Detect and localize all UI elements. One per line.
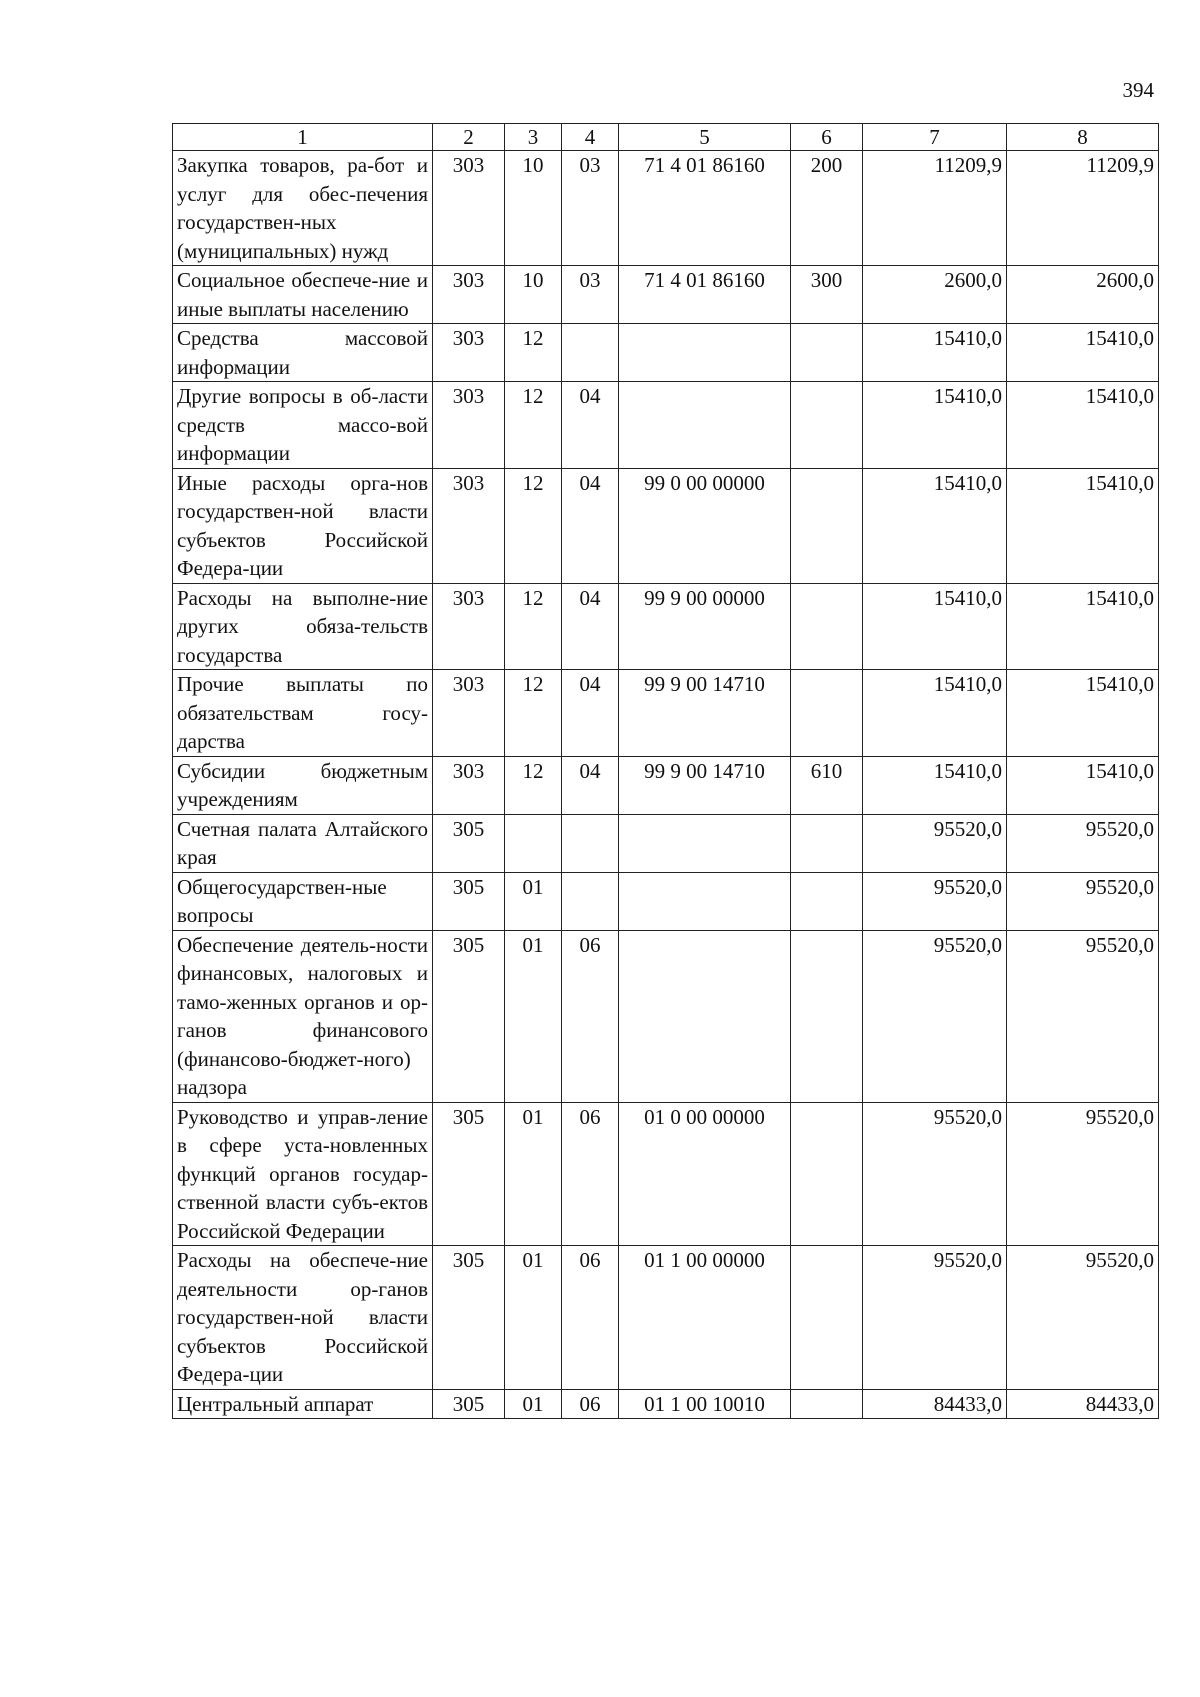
amount-cell: 84433,0 bbox=[1007, 1389, 1159, 1419]
expense-type-cell bbox=[791, 1389, 863, 1419]
section-cell: 12 bbox=[505, 756, 562, 814]
target-article-cell bbox=[619, 382, 791, 469]
code-ministry-cell: 305 bbox=[433, 814, 505, 872]
expense-type-cell bbox=[791, 670, 863, 757]
amount-cell: 15410,0 bbox=[863, 382, 1007, 469]
subsection-cell: 06 bbox=[562, 1102, 619, 1246]
amount-cell: 2600,0 bbox=[1007, 266, 1159, 324]
code-ministry-cell: 303 bbox=[433, 468, 505, 583]
expense-type-cell: 610 bbox=[791, 756, 863, 814]
table-row bbox=[173, 266, 1159, 324]
code-ministry-cell: 303 bbox=[433, 382, 505, 469]
section-cell: 10 bbox=[505, 151, 562, 266]
amount-cell: 15410,0 bbox=[863, 583, 1007, 670]
table-row bbox=[173, 1102, 1159, 1246]
expense-type-cell bbox=[791, 1102, 863, 1246]
subsection-cell: 04 bbox=[562, 382, 619, 469]
target-article-cell: 99 9 00 14710 bbox=[619, 756, 791, 814]
amount-cell: 15410,0 bbox=[863, 468, 1007, 583]
amount-cell: 15410,0 bbox=[863, 324, 1007, 382]
amount-cell: 11209,9 bbox=[863, 151, 1007, 266]
row-name-cell: Центральный аппарат bbox=[173, 1389, 433, 1419]
target-article-cell: 01 1 00 10010 bbox=[619, 1389, 791, 1419]
amount-cell: 95520,0 bbox=[1007, 1102, 1159, 1246]
target-article-cell bbox=[619, 872, 791, 930]
target-article-cell bbox=[619, 814, 791, 872]
target-article-cell: 01 0 00 00000 bbox=[619, 1102, 791, 1246]
amount-cell: 2600,0 bbox=[863, 266, 1007, 324]
subsection-cell bbox=[562, 324, 619, 382]
target-article-cell: 01 1 00 00000 bbox=[619, 1246, 791, 1390]
section-cell: 12 bbox=[505, 583, 562, 670]
target-article-cell bbox=[619, 930, 791, 1102]
section-cell: 10 bbox=[505, 266, 562, 324]
amount-cell: 95520,0 bbox=[863, 1102, 1007, 1246]
table-row bbox=[173, 872, 1159, 930]
row-name-cell: Общегосударствен-ные вопросы bbox=[173, 872, 433, 930]
section-cell: 01 bbox=[505, 872, 562, 930]
code-ministry-cell: 305 bbox=[433, 1389, 505, 1419]
table-row bbox=[173, 756, 1159, 814]
expense-type-cell bbox=[791, 1246, 863, 1390]
table-row bbox=[173, 1389, 1159, 1419]
header-row bbox=[173, 124, 1159, 151]
table-row bbox=[173, 1246, 1159, 1390]
amount-cell: 95520,0 bbox=[1007, 1246, 1159, 1390]
target-article-cell: 71 4 01 86160 bbox=[619, 266, 791, 324]
column-header: 4 bbox=[562, 124, 619, 151]
column-header: 2 bbox=[433, 124, 505, 151]
amount-cell: 95520,0 bbox=[1007, 814, 1159, 872]
amount-cell: 15410,0 bbox=[1007, 583, 1159, 670]
expense-type-cell bbox=[791, 382, 863, 469]
subsection-cell: 03 bbox=[562, 151, 619, 266]
amount-cell: 15410,0 bbox=[1007, 670, 1159, 757]
column-header: 3 bbox=[505, 124, 562, 151]
column-header: 1 bbox=[173, 124, 433, 151]
subsection-cell: 04 bbox=[562, 583, 619, 670]
amount-cell: 11209,9 bbox=[1007, 151, 1159, 266]
expense-type-cell bbox=[791, 872, 863, 930]
expense-type-cell bbox=[791, 324, 863, 382]
row-name-cell: Расходы на выполне-ние других обяза-тельств государства bbox=[173, 583, 433, 670]
code-ministry-cell: 305 bbox=[433, 930, 505, 1102]
expense-type-cell bbox=[791, 583, 863, 670]
subsection-cell: 04 bbox=[562, 468, 619, 583]
column-header: 8 bbox=[1007, 124, 1159, 151]
amount-cell: 84433,0 bbox=[863, 1389, 1007, 1419]
target-article-cell: 99 0 00 00000 bbox=[619, 468, 791, 583]
amount-cell: 15410,0 bbox=[1007, 468, 1159, 583]
amount-cell: 15410,0 bbox=[1007, 382, 1159, 469]
section-cell: 12 bbox=[505, 468, 562, 583]
row-name-cell: Руководство и управ-ление в сфере уста-новленных функций органов государ-ственной власти субъ-ектов Российской Федерации bbox=[173, 1102, 433, 1246]
row-name-cell: Расходы на обеспече-ние деятельности ор-ганов государствен-ной власти субъектов Российской Федера-ции bbox=[173, 1246, 433, 1390]
row-name-cell: Прочие выплаты по обязательствам госу-дарства bbox=[173, 670, 433, 757]
code-ministry-cell: 303 bbox=[433, 324, 505, 382]
amount-cell: 15410,0 bbox=[863, 670, 1007, 757]
section-cell: 12 bbox=[505, 670, 562, 757]
page-number: 394 bbox=[1122, 78, 1154, 102]
section-cell bbox=[505, 814, 562, 872]
expense-type-cell bbox=[791, 930, 863, 1102]
code-ministry-cell: 305 bbox=[433, 872, 505, 930]
code-ministry-cell: 303 bbox=[433, 670, 505, 757]
target-article-cell: 71 4 01 86160 bbox=[619, 151, 791, 266]
table-row bbox=[173, 382, 1159, 469]
row-name-cell: Иные расходы орга-нов государствен-ной власти субъектов Российской Федера-ции bbox=[173, 468, 433, 583]
subsection-cell bbox=[562, 814, 619, 872]
table-row bbox=[173, 468, 1159, 583]
row-name-cell: Другие вопросы в об-ласти средств массо-вой информации bbox=[173, 382, 433, 469]
table-row bbox=[173, 814, 1159, 872]
amount-cell: 15410,0 bbox=[1007, 324, 1159, 382]
expense-type-cell: 200 bbox=[791, 151, 863, 266]
code-ministry-cell: 305 bbox=[433, 1246, 505, 1390]
section-cell: 01 bbox=[505, 930, 562, 1102]
subsection-cell: 06 bbox=[562, 1246, 619, 1390]
row-name-cell: Счетная палата Алтайского края bbox=[173, 814, 433, 872]
section-cell: 01 bbox=[505, 1102, 562, 1246]
expense-type-cell bbox=[791, 814, 863, 872]
table-row bbox=[173, 930, 1159, 1102]
table-row bbox=[173, 151, 1159, 266]
target-article-cell bbox=[619, 324, 791, 382]
subsection-cell: 06 bbox=[562, 1389, 619, 1419]
subsection-cell: 04 bbox=[562, 670, 619, 757]
column-header: 7 bbox=[863, 124, 1007, 151]
target-article-cell: 99 9 00 00000 bbox=[619, 583, 791, 670]
section-cell: 01 bbox=[505, 1246, 562, 1390]
amount-cell: 95520,0 bbox=[863, 930, 1007, 1102]
row-name-cell: Обеспечение деятель-ности финансовых, налоговых и тамо-женных органов и ор-ганов финансового (финансово-бюджет-ного) надзора bbox=[173, 930, 433, 1102]
target-article-cell: 99 9 00 14710 bbox=[619, 670, 791, 757]
table-row bbox=[173, 324, 1159, 382]
row-name-cell: Субсидии бюджетным учреждениям bbox=[173, 756, 433, 814]
section-cell: 12 bbox=[505, 324, 562, 382]
amount-cell: 95520,0 bbox=[863, 872, 1007, 930]
code-ministry-cell: 303 bbox=[433, 756, 505, 814]
amount-cell: 95520,0 bbox=[1007, 930, 1159, 1102]
subsection-cell: 06 bbox=[562, 930, 619, 1102]
column-header: 5 bbox=[619, 124, 791, 151]
subsection-cell: 04 bbox=[562, 756, 619, 814]
column-header: 6 bbox=[791, 124, 863, 151]
code-ministry-cell: 305 bbox=[433, 1102, 505, 1246]
amount-cell: 95520,0 bbox=[863, 1246, 1007, 1390]
table-row bbox=[173, 670, 1159, 757]
code-ministry-cell: 303 bbox=[433, 266, 505, 324]
expense-type-cell bbox=[791, 468, 863, 583]
subsection-cell bbox=[562, 872, 619, 930]
amount-cell: 95520,0 bbox=[863, 814, 1007, 872]
section-cell: 01 bbox=[505, 1389, 562, 1419]
subsection-cell: 03 bbox=[562, 266, 619, 324]
expense-type-cell: 300 bbox=[791, 266, 863, 324]
row-name-cell: Закупка товаров, ра-бот и услуг для обес-печения государствен-ных (муниципальных) нужд bbox=[173, 151, 433, 266]
budget-table bbox=[172, 123, 1159, 1419]
table-row bbox=[173, 583, 1159, 670]
code-ministry-cell: 303 bbox=[433, 583, 505, 670]
row-name-cell: Социальное обеспече-ние и иные выплаты населению bbox=[173, 266, 433, 324]
section-cell: 12 bbox=[505, 382, 562, 469]
amount-cell: 15410,0 bbox=[1007, 756, 1159, 814]
code-ministry-cell: 303 bbox=[433, 151, 505, 266]
row-name-cell: Средства массовой информации bbox=[173, 324, 433, 382]
amount-cell: 95520,0 bbox=[1007, 872, 1159, 930]
amount-cell: 15410,0 bbox=[863, 756, 1007, 814]
